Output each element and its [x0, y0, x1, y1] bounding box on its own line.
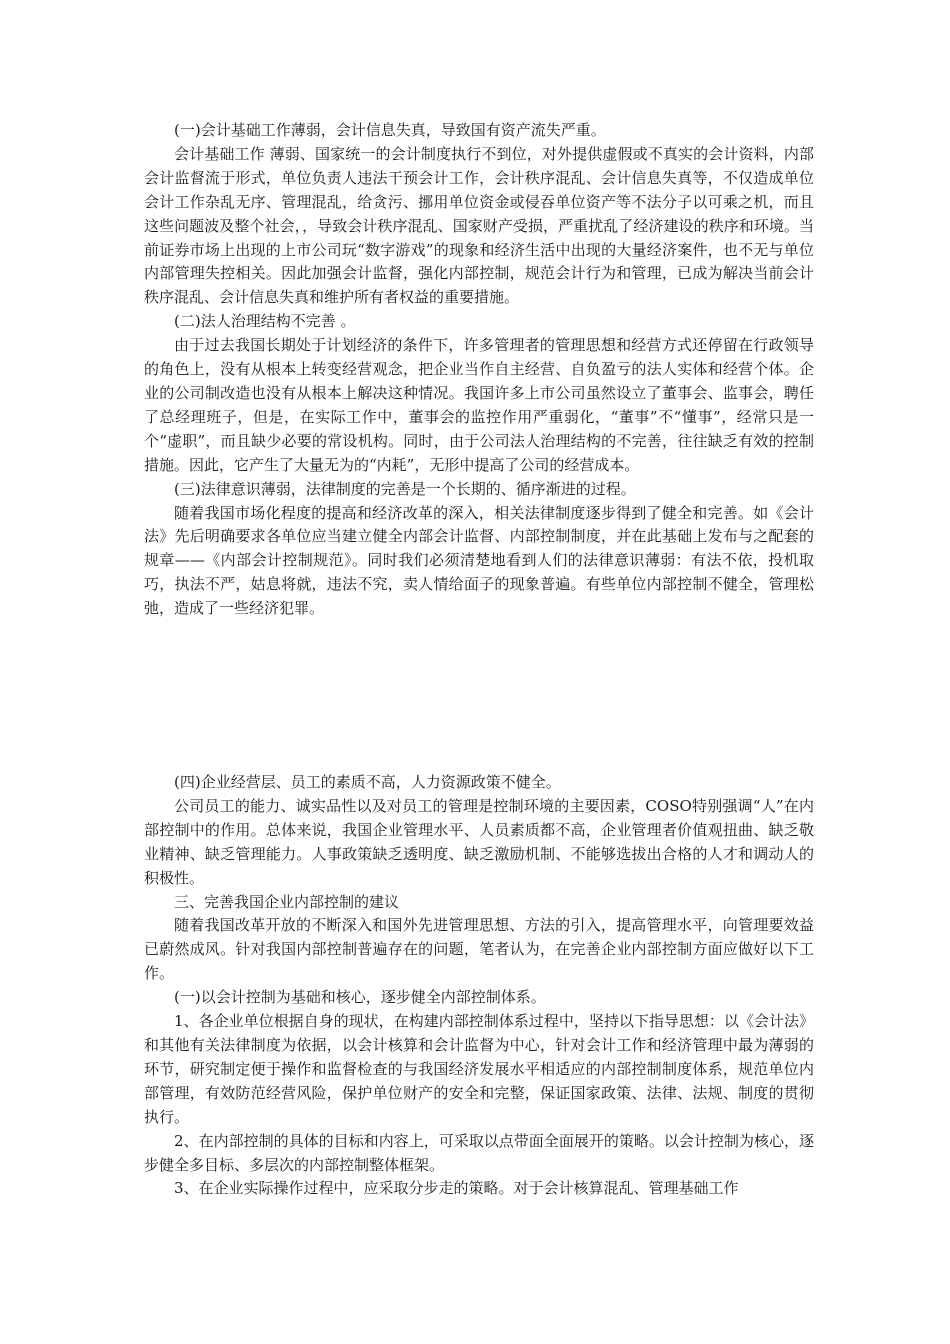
heading-suggestions: 三、完善我国企业内部控制的建议	[174, 892, 400, 911]
heading-legal-awareness: (三)法律意识薄弱，法律制度的完善是一个长期的、循序渐进的过程。	[174, 479, 636, 498]
paragraph-staff-quality: 公司员工的能力、诚实品性以及对员工的管理是控制环境的主要因素，COSO特别强调“人”在内部控制中的作用。总体来说，我国企业管理水平、人员素质都不高，企业管理者价值观扭曲、缺乏敬业精神、缺乏管理能力。人事政策缺乏透明度、缺乏激励机制、不能够选拔出合格的人才和调动人的积极性。	[144, 796, 814, 887]
paragraph-targets-content: 2、在内部控制的具体的目标和内容上，可采取以点带面全面展开的策略。以会计控制为核心，逐步健全多目标、多层次的内部控制整体框架。	[144, 1131, 814, 1174]
paragraph-accounting-foundation: 会计基础工作 薄弱、国家统一的会计制度执行不到位，对外提供虚假或不真实的会计资料，内部会计监督流于形式，单位负责人违法干预会计工作，会计秩序混乱、会计信息失真等，不仅造成单位会计工作杂乱无序、管理混乱，给贪污、挪用单位资金或侵吞单位资产等不法分子以可乘之机，而且这些问题波及整个社会，，导致会计秩序混乱、国家财产受损，严重扰乱了经济建设的秩序和环境。当前证券市场上出现的上市公司玩“数字游戏”的现象和经济生活中出现的大量经济案件，也不无与单位内部管理失控相关。因此加强会计监督，强化内部控制，规范会计行为和管理，已成为解决当前会计秩序混乱、会计信息失真和维护所有者权益的重要措施。	[144, 144, 814, 307]
paragraph-suggestions-intro: 随着我国改革开放的不断深入和国外先进管理思想、方法的引入，提高管理水平，向管理要效益已蔚然成风。针对我国内部控制普遍存在的问题，笔者认为，在完善企业内部控制方面应做好以下工作。	[144, 916, 814, 983]
heading-accounting-foundation: (一)会计基础工作薄弱，会计信息失真，导致国有资产流失严重。	[174, 121, 606, 139]
text-block-lower	[144, 771, 814, 1201]
paragraph-guiding-principle: 1、各企业单位根据自身的现状，在构建内部控制体系过程中，坚持以下指导思想：以《会计法》和其他有关法律制度为依据，以会计核算和会计监督为中心，针对会计工作和经济管理中最为薄弱的环节，研究制定便于操作和监督检查的与我国经济发展水平相适应的内部控制制度体系，规范单位内部管理，有效防范经营风险，保护单位财产的安全和完整，保证国家政策、法律、法规、制度的贯彻执行。	[144, 1012, 814, 1126]
paragraph-legal-awareness: 随着我国市场化程度的提高和经济改革的深入，相关法律制度逐步得到了健全和完善。如《会计法》先后明确要求各单位应当建立健全内部会计监督、内部控制制度，并在此基础上发布与之配套的规章——《内部会计控制规范》。同时我们必须清楚地看到人们的法律意识薄弱：有法不依，投机取巧，执法不严，姑息将就，违法不究，卖人情给面子的现象普遍。有些单位内部控制不健全，管理松弛，造成了一些经济犯罪。	[144, 503, 814, 618]
heading-governance-structure: (二)法人治理结构不完善 。	[174, 312, 356, 331]
heading-staff-quality: (四)企业经营层、员工的素质不高，人力资源政策不健全。	[174, 773, 561, 791]
paragraph-step-strategy: 3、在企业实际操作过程中，应采取分步走的策略。对于会计核算混乱、管理基础工作	[174, 1179, 739, 1198]
text-block-upper	[144, 119, 814, 621]
heading-accounting-control-core: (一)以会计控制为基础和核心，逐步健全内部控制体系。	[174, 988, 546, 1007]
paragraph-governance-structure: 由于过去我国长期处于计划经济的条件下，许多管理者的管理思想和经营方式还停留在行政领导的角色上，没有从根本上转变经营观念，把企业当作自主经营、自负盈亏的法人实体和经营个体。企业的公司制改造也没有从根本上解决这种情况。我国许多上市公司虽然设立了董事会、监事会，聘任了总经理班子，但是，在实际工作中，董事会的监控作用严重弱化，“董事”不“懂事”，经常只是一个“虚职”，而且缺少必要的常设机构。同时，由于公司法人治理结构的不完善，往往缺乏有效的控制措施。因此，它产生了大量无为的“内耗”，无形中提高了公司的经营成本。	[144, 336, 814, 474]
